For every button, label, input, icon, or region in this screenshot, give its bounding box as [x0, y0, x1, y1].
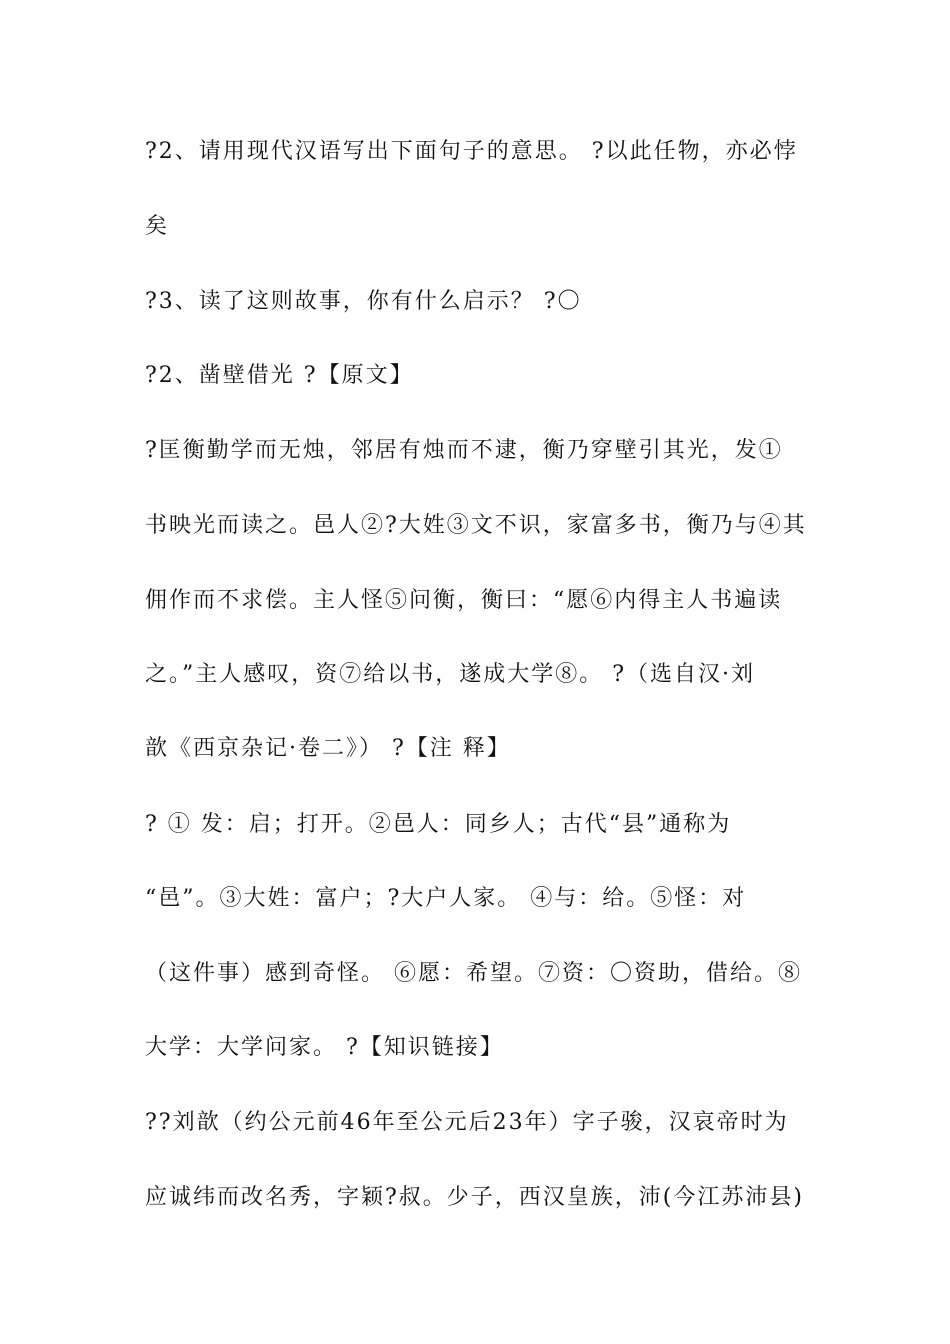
text-line: ? ① 发：启；打开。②邑人：同乡人；古代“县”通称为 [145, 812, 732, 837]
text-line: ?匡衡勤学而无烛，邻居有烛而不逮，衡乃穿壁引其光，发① [145, 438, 783, 463]
text-line: 矣 [145, 214, 170, 239]
section-heading-line: ?2、凿壁借光 ?【原文】 [145, 363, 414, 388]
text-line: 大学：大学问家。 ?【知识链接】 [145, 1035, 504, 1060]
text-line: ??刘歆（约公元前46年至公元后23年）字子骏，汉哀帝时为 [145, 1110, 789, 1135]
text-line: “邑”。③大姓：富户；?大户人家。 ④与：给。⑤怪：对 [145, 886, 747, 911]
text-line: （这件事）感到奇怪。 ⑥愿：希望。⑦资：〇资助，借给。⑧ [145, 961, 802, 986]
text-line: ?3、读了这则故事，你有什么启示？ ?〇 [145, 289, 582, 314]
text-line: ?2、请用现代汉语写出下面句子的意思。 ?以此任物，亦必悖 [145, 139, 798, 164]
text-line: 书映光而读之。邑人②?大姓③文不识，家富多书，衡乃与④其 [145, 513, 807, 538]
text-line: 之。”主人感叹，资⑦给以书，遂成大学⑧。 ?（选自汉·刘 [145, 662, 756, 687]
text-line: 佣作而不求偿。主人怪⑤问衡，衡曰：“愿⑥内得主人书遍读 [145, 588, 783, 613]
text-line: 应诚纬而改名秀，字颖?叔。少子，西汉皇族，沛(今江苏沛县) [145, 1185, 804, 1210]
text-line: 歆《西京杂记·卷二》） ?【注 释】 [145, 736, 511, 761]
